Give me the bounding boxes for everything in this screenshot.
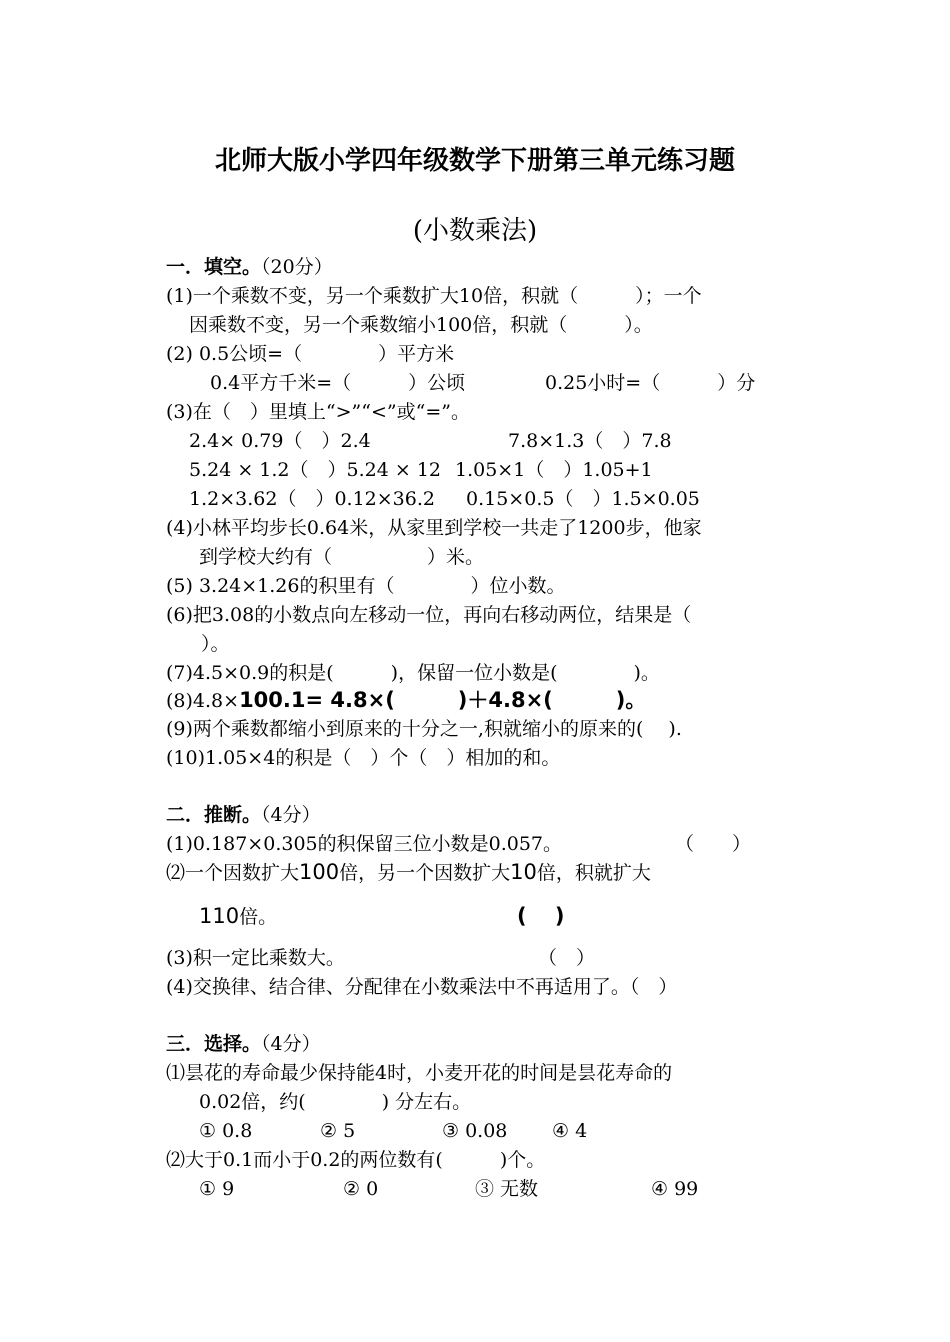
s3-q1-option-4: ④ 4 xyxy=(552,1120,588,1142)
s1-q8 xyxy=(166,688,646,713)
s2-q3-answer-paren: （ ） xyxy=(538,947,596,969)
s1-q3-row3b: 0.15×0.5（ ）1.5×0.05 xyxy=(466,488,700,510)
s3-q2-option-2: ② 0 xyxy=(343,1178,379,1200)
s1-q2-line2b: 0.25小时=（ ）分 xyxy=(545,372,756,394)
section-3-points: （4分） xyxy=(261,1033,321,1055)
s1-q4-line1: (4)小林平均步长0.64米，从家里到学校一共走了1200步，他家 xyxy=(166,517,702,539)
s2-q2-part-e: 倍，积就扩大 xyxy=(536,862,651,884)
s2-q2-line1 xyxy=(166,860,651,885)
s3-q2-option-1: ① 9 xyxy=(199,1178,235,1200)
s3-q2-option-3: ③ 无数 xyxy=(475,1178,539,1200)
s1-q10: (10)1.05×4的积是（ ）个（ ）相加的和。 xyxy=(166,747,561,769)
s3-q1-option-1: ① 0.8 xyxy=(199,1120,253,1142)
s2-q1: (1)0.187×0.305的积保留三位小数是0.057。 xyxy=(166,833,563,855)
section-2-points: （4分） xyxy=(261,804,321,826)
s2-q2-part-b: 100 xyxy=(299,860,340,884)
section-2-title: 二．推断。 xyxy=(166,804,262,826)
s1-q3-row2a: 5.24 × 1.2（ ）5.24 × 12 xyxy=(189,459,442,481)
s2-q2-line2 xyxy=(199,904,277,929)
section-1-points: （20分） xyxy=(261,256,333,278)
s2-q4: (4)交换律、结合律、分配律在小数乘法中不再适用了。（ ） xyxy=(166,976,678,998)
section-2-heading xyxy=(166,803,321,827)
s1-q2-line1: (2) 0.5公顷=（ ）平方米 xyxy=(166,343,455,365)
s1-q1-line2: 因乘数不变，另一个乘数缩小100倍，积就（ ）。 xyxy=(189,314,653,336)
s1-q8-rest: 100.1= 4.8×( )＋4.8×( )。 xyxy=(239,688,647,712)
s3-q1-option-3: ③ 0.08 xyxy=(442,1120,508,1142)
s1-q6-line2: ）。 xyxy=(201,633,230,655)
section-1-heading xyxy=(166,255,333,279)
s1-q3-line1: (3)在（ ）里填上“>”“<”或“=”。 xyxy=(166,401,470,423)
s3-q1-option-2: ② 5 xyxy=(320,1120,356,1142)
s1-q8-prefix: (8)4.8× xyxy=(166,690,240,712)
s1-q5: (5) 3.24×1.26的积里有（ ）位小数。 xyxy=(166,575,566,597)
s2-q2-part-a: ⑵一个因数扩大 xyxy=(166,862,300,884)
s1-q3-row3a: 1.2×3.62（ ）0.12×36.2 xyxy=(189,488,435,510)
s2-q2-part-d: 10 xyxy=(510,860,537,884)
page-subtitle: (小数乘法) xyxy=(412,216,538,246)
s1-q3-row1b: 7.8×1.3（ ）7.8 xyxy=(508,430,672,452)
s3-q2-option-4: ④ 99 xyxy=(651,1178,699,1200)
s2-q2-part-c: 倍，另一个因数扩大 xyxy=(339,862,511,884)
section-3-heading xyxy=(166,1032,321,1056)
s1-q7: (7)4.5×0.9的积是( )，保留一位小数是( )。 xyxy=(166,662,660,684)
s1-q4-line2: 到学校大约有（ ）米。 xyxy=(199,546,485,568)
section-1-title: 一．填空。 xyxy=(166,256,262,278)
s1-q3-row2b: 1.05×1（ ）1.05+1 xyxy=(455,459,653,481)
s1-q2-line2a: 0.4平方千米=（ ）公顷 xyxy=(210,372,466,394)
s1-q6-line1: (6)把3.08的小数点向左移动一位，再向右移动两位，结果是（ xyxy=(166,604,692,626)
s2-q2-line2-text: 倍。 xyxy=(239,906,278,928)
s1-q3-row1a: 2.4× 0.79（ ）2.4 xyxy=(189,430,371,452)
section-3-title: 三．选择。 xyxy=(166,1033,262,1055)
s2-q1-answer-paren: （ ） xyxy=(675,833,752,855)
s2-q3: (3)积一定比乘数大。 xyxy=(166,947,345,969)
s2-q2-line2-number: 110 xyxy=(199,904,240,928)
s3-q1-line1: ⑴昙花的寿命最少保持能4时，小麦开花的时间是昙花寿命的 xyxy=(166,1062,673,1084)
s1-q1-line1: (1)一个乘数不变，另一个乘数扩大10倍，积就（ ）；一个 xyxy=(166,285,702,307)
page-title: 北师大版小学四年级数学下册第三单元练习题 xyxy=(214,146,735,176)
s3-q2-line1: ⑵大于0.1而小于0.2的两位数有( )个。 xyxy=(166,1149,546,1171)
s2-q2-answer-paren: ( ) xyxy=(517,904,565,928)
s1-q9: (9)两个乘数都缩小到原来的十分之一,积就缩小的原来的( ). xyxy=(166,718,682,740)
s3-q1-line2: 0.02倍，约( ) 分左右。 xyxy=(199,1091,472,1113)
